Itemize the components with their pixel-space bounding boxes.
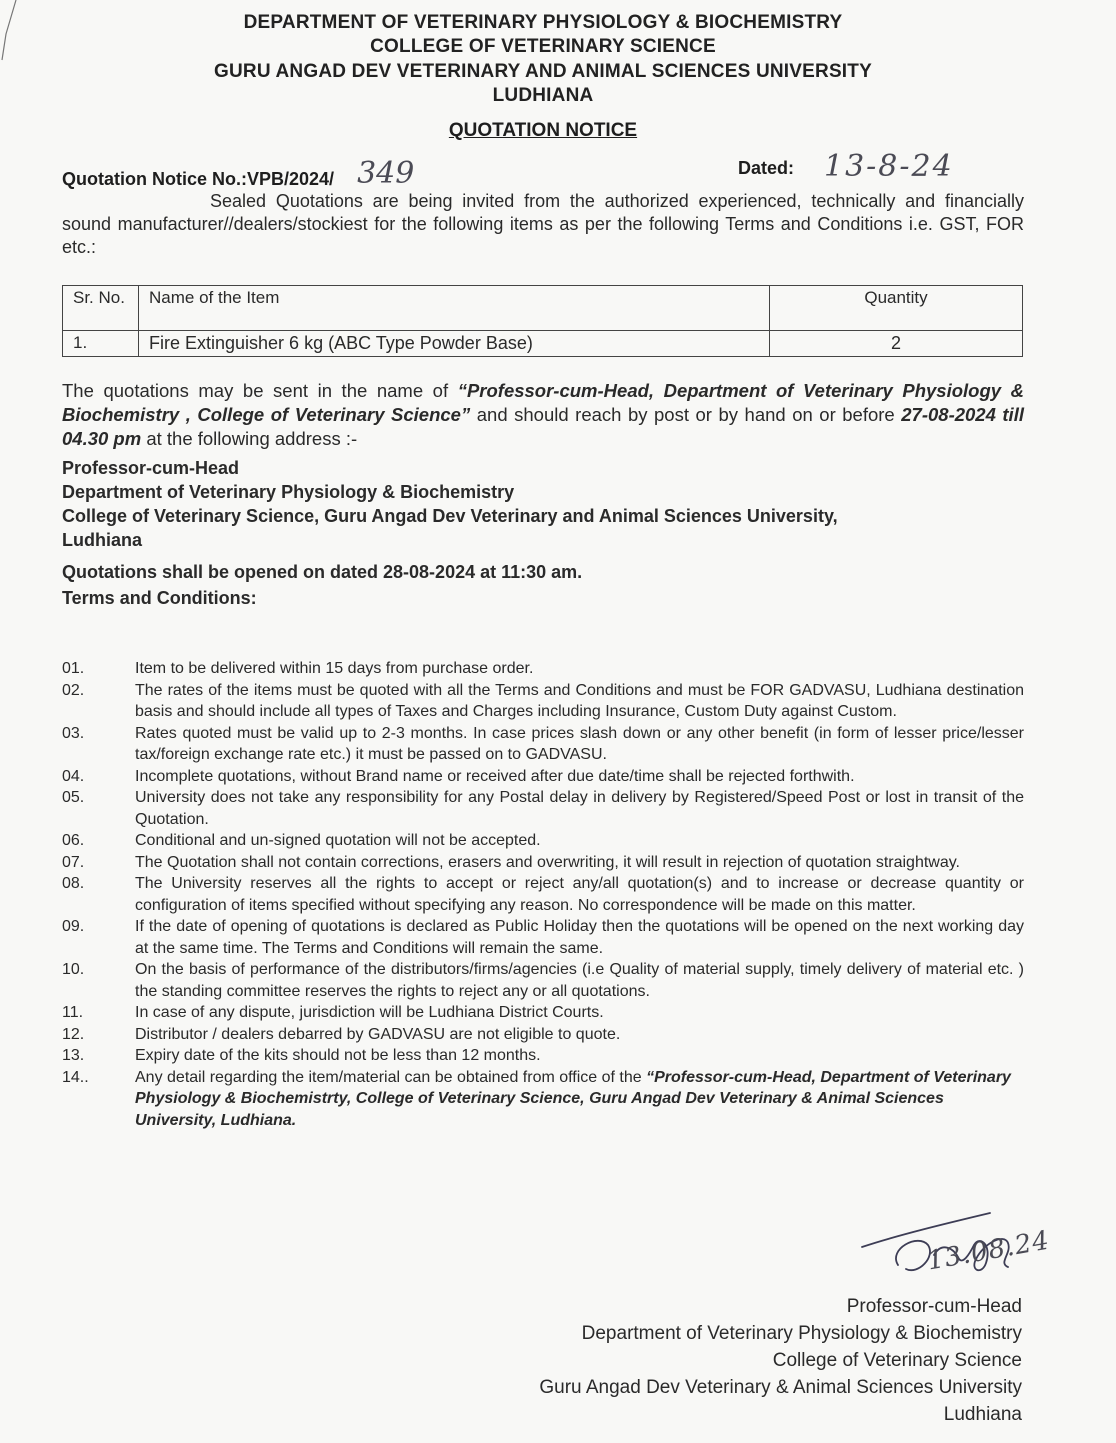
header-city: LUDHIANA bbox=[492, 85, 594, 106]
header-sr-no: Sr. No. bbox=[63, 286, 139, 331]
addressee-bold: “Professor-cum-Head, Department of Veterinary Physiology & Biochemistry , College of Veterinary Science” bbox=[62, 380, 1024, 425]
signature-date-handwritten: 13.08.24 bbox=[925, 1225, 1053, 1277]
header-item-name: Name of the Item bbox=[139, 286, 770, 331]
quotation-number-label: Quotation Notice No.:VPB/2024/ bbox=[62, 169, 335, 189]
items-table bbox=[62, 285, 1023, 357]
dated-handwritten: 13-8-24 bbox=[824, 149, 954, 184]
row-quantity: 2 bbox=[770, 331, 1023, 357]
address-line-college: College of Veterinary Science, Guru Angad Dev Veterinary and Animal Sciences University, bbox=[62, 506, 838, 526]
notice-title: QUOTATION NOTICE bbox=[448, 120, 638, 141]
list-item: 08. The University reserves all the rights to accept or reject any/all quotation(s) and to increase or decrease quantity or configuration of items specified without specifying any reason. No correspondence will be made on this matter. bbox=[62, 875, 1024, 914]
list-item: 10. On the basis of performance of the distributors/firms/agencies (i.e Quality of material supply, timely delivery of material etc. ) the standing committee reserves the rights to reject any or all quotations. bbox=[62, 961, 1024, 1000]
list-item: 01. Item to be delivered within 15 days from purchase order. bbox=[62, 660, 534, 677]
header-university: GURU ANGAD DEV VETERINARY AND ANIMAL SCIENCES UNIVERSITY bbox=[214, 61, 872, 82]
quotation-number-line bbox=[62, 149, 1022, 193]
address-line-title: Professor-cum-Head bbox=[62, 458, 240, 478]
dated-label: Dated: bbox=[738, 158, 795, 178]
submission-paragraph: The quotations may be sent in the name of “Professor-cum-Head, Department of Veterinary Physiology & Biochemistry , College of Veterinary Science” and should reach by post or by hand on or before 27-08-2024 till 04.30 pm at the following address :- bbox=[62, 380, 1024, 449]
signatory-university: Guru Angad Dev Veterinary & Animal Sciences University bbox=[539, 1377, 1022, 1398]
header-department: DEPARTMENT OF VETERINARY PHYSIOLOGY & BIOCHEMISTRY bbox=[243, 12, 843, 33]
list-item: 14.. Any detail regarding the item/material can be obtained from office of the “Professor-cum-Head, Department of Veterinary Physiology & Biochemistrty, College of Veterinary Science, Guru Angad Dev Veterinary & Animal Sciences University, Ludhiana. bbox=[62, 1068, 1011, 1129]
scan-mark bbox=[0, 0, 40, 70]
row-item-name: Fire Extinguisher 6 kg (ABC Type Powder Base) bbox=[139, 331, 770, 357]
intro-paragraph: Sealed Quotations are being invited from the authorized experienced, technically and financially sound manufacturer//dealers/stockiest for the following items as per the following Terms and Conditions i.e. GST, FOR etc.: bbox=[62, 191, 1024, 257]
list-item: 06. Conditional and un-signed quotation will not be accepted. bbox=[62, 832, 541, 849]
table-header-row bbox=[63, 286, 1023, 331]
signatory-city: Ludhiana bbox=[943, 1404, 1022, 1425]
terms-list bbox=[62, 658, 1024, 1131]
list-item: 02. The rates of the items must be quoted with all the Terms and Conditions and must be FOR GADVASU, Ludhiana destination basis and should include all types of Taxes and Charges including Insurance, Custom Duty against Custom. bbox=[62, 681, 1024, 720]
list-item: 03. Rates quoted must be valid up to 2-3 months. In case prices slash down or any other benefit (in form of lesser price/lesser tax/foreign exchange rate etc.) it must be passed on to GADVASU. bbox=[62, 724, 1024, 763]
signature-block bbox=[539, 1293, 1022, 1428]
signatory-title: Professor-cum-Head bbox=[846, 1296, 1022, 1317]
list-item: 12. Distributor / dealers debarred by GADVASU are not eligible to quote. bbox=[62, 1025, 621, 1043]
deadline-bold: 27-08-2024 till 04.30 pm bbox=[62, 404, 1024, 449]
row-sr-no: 1. bbox=[63, 331, 139, 357]
list-item: 13. Expiry date of the kits should not be less than 12 months. bbox=[62, 1047, 541, 1064]
list-item: 09. If the date of opening of quotations is declared as Public Holiday then the quotations will be opened on the next working day at the same time. The Terms and Conditions will remain the same. bbox=[62, 918, 1024, 957]
list-item: 11. In case of any dispute, jurisdiction will be Ludhiana District Courts. bbox=[62, 1004, 604, 1021]
header-college: COLLEGE OF VETERINARY SCIENCE bbox=[370, 36, 716, 57]
address-line-department: Department of Veterinary Physiology & Biochemistry bbox=[62, 482, 515, 502]
address-line-city: Ludhiana bbox=[62, 530, 142, 550]
list-item: 07. The Quotation shall not contain corrections, erasers and overwriting, it will result in rejection of quotation straightway. bbox=[62, 853, 960, 871]
table-row bbox=[63, 331, 1023, 357]
quotation-number-handwritten: 349 bbox=[357, 156, 415, 191]
terms-heading: Terms and Conditions: bbox=[62, 588, 257, 608]
list-item: 04. Incomplete quotations, without Brand name or received after due date/time shall be rejected forthwith. bbox=[62, 767, 855, 785]
opening-statement: Quotations shall be opened on dated 28-08-2024 at 11:30 am. bbox=[62, 562, 583, 582]
signatory-college: College of Veterinary Science bbox=[772, 1350, 1022, 1371]
header-quantity: Quantity bbox=[770, 286, 1023, 331]
address-block bbox=[62, 456, 1042, 552]
signatory-department: Department of Veterinary Physiology & Biochemistry bbox=[581, 1323, 1022, 1344]
list-item: 05. University does not take any responsibility for any Postal delay in delivery by Registered/Speed Post or lost in transit of the Quotation. bbox=[62, 789, 1024, 828]
